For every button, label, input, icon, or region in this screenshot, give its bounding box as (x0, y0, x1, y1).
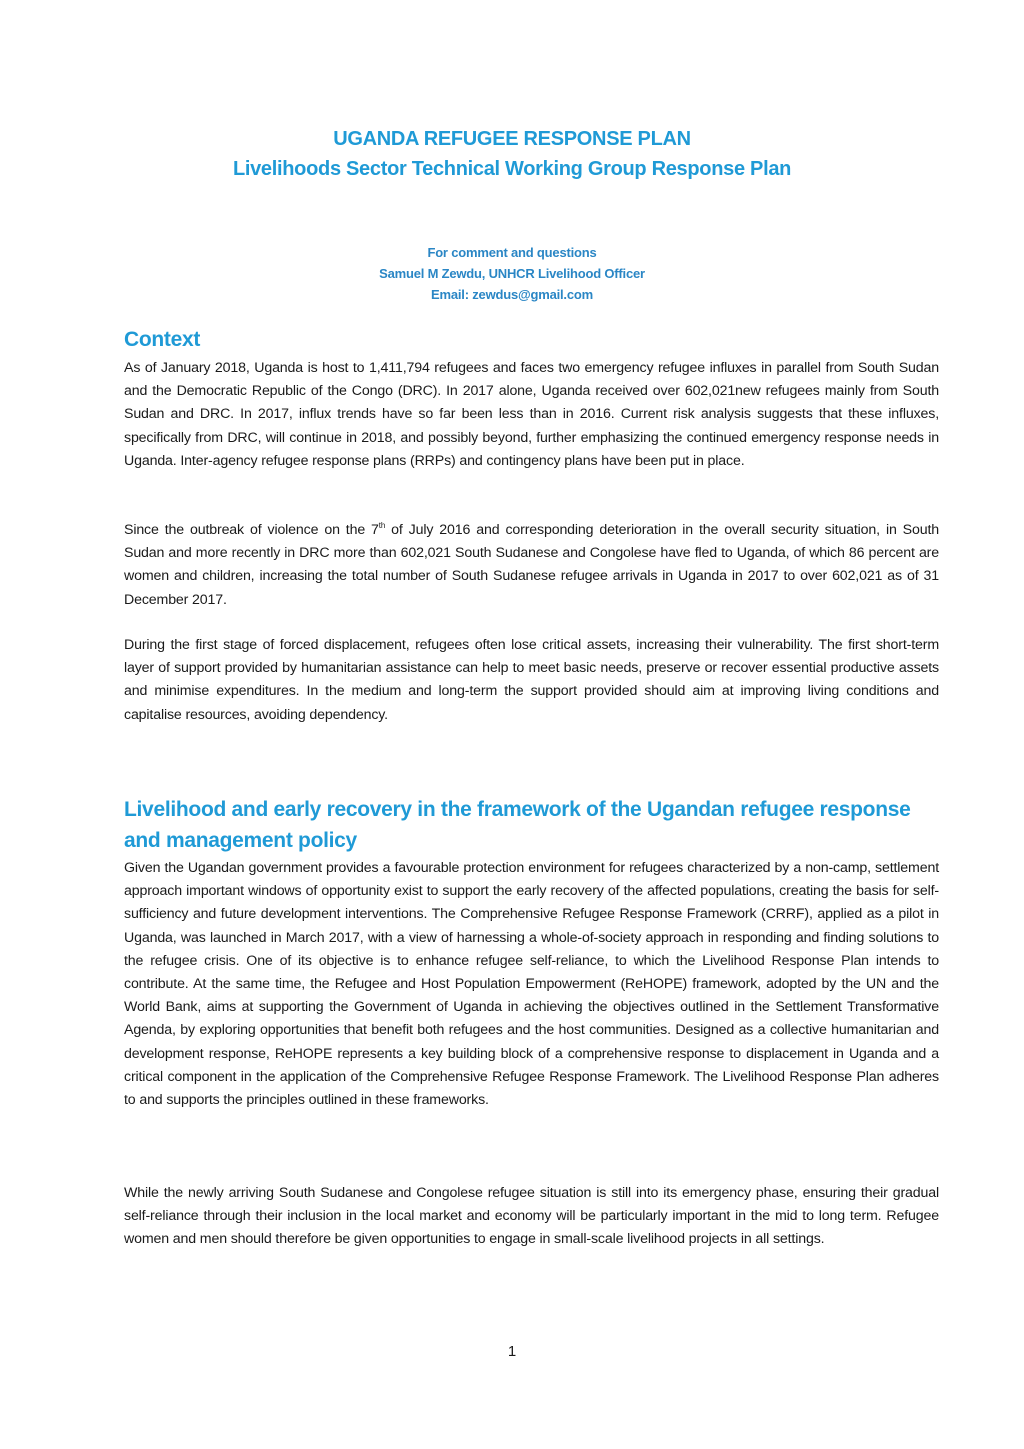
livelihood-paragraph-1: Given the Ugandan government provides a favourable protection environment for refugees characterized by a non-camp, settlement approach important windows of opportunity exist to support the early recovery of the affected populations, creating the basis for self-sufficiency and future development interventions. The Comprehensive Refugee Response Framework (CRRF), applied as a pilot in Uganda, was launched in March 2017, with a view of harnessing a whole-of-society approach in responding and finding solutions to the refugee crisis. One of its objective is to enhance refugee self-reliance, to which the Livelihood Response Plan intends to contribute. At the same time, the Refugee and Host Population Empowerment (ReHOPE) framework, adopted by the UN and the World Bank, aims at supporting the Government of Uganda in achieving the objectives outlined in the Settlement Transformative Agenda, by exploring opportunities that benefit both refugees and the host communities. Designed as a collective humanitarian and development response, ReHOPE represents a key building block of a comprehensive response to displacement in Uganda and a critical component in the application of the Comprehensive Refugee Response Framework. The Livelihood Response Plan adheres to and supports the principles outlined in these frameworks. (124, 860, 939, 1109)
document-title (0, 124, 1024, 184)
title-line-2: Livelihoods Sector Technical Working Group Response Plan (232, 158, 792, 180)
contact-line-1: For comment and questions (427, 245, 597, 260)
title-line-1: UGANDA REFUGEE RESPONSE PLAN (333, 128, 691, 150)
context-paragraph-3: During the first stage of forced displacement, refugees often lose critical assets, increasing their vulnerability. The first short-term layer of support provided by humanitarian assistance can help to meet basic needs, preserve or recover essential productive assets and minimise expenditures. In the medium and long-term the support provided should aim at improving living conditions and capitalise resources, avoiding dependency. (124, 637, 939, 723)
livelihood-heading-line-2: and management policy (124, 829, 357, 852)
page-number: 1 (507, 1343, 517, 1360)
livelihood-paragraph-2: While the newly arriving South Sudanese and Congolese refugee situation is still into its emergency phase, ensuring their gradual self-reliance through their inclusion in the local market and economy will be particularly important in the mid to long term. Refugee women and men should therefore be given opportunities to engage in small-scale livelihood projects in all settings. (124, 1185, 939, 1248)
contact-line-2: Samuel M Zewdu, UNHCR Livelihood Officer (379, 266, 645, 281)
superscript-th: th (378, 521, 386, 530)
context-paragraph-2-end: of July 2016 and corresponding deterioration in the overall security situation, in South Sudan and more recently in DRC more than 602,021 South Sudanese and Congolese have fled to Uganda, of which 86 percent are women and children, increasing the total number of South Sudanese refugee arrivals in Uganda in 2017 to over 602,021 as of 31 December 2017. (124, 522, 939, 608)
context-paragraph-1: As of January 2018, Uganda is host to 1,411,794 refugees and faces two emergency refugee influxes in parallel from South Sudan and the Democratic Republic of the Congo (DRC). In 2017 alone, Uganda received over 602,021new refugees mainly from South Sudan and DRC. In 2017, influx trends have so far been less than in 2016. Current risk analysis suggests that these influxes, specifically from DRC, will continue in 2018, and possibly beyond, further emphasizing the continued emergency response needs in Uganda. Inter-agency refugee response plans (RRPs) and contingency plans have been put in place. (124, 360, 939, 469)
contact-email: Email: zewdus@gmail.com (431, 287, 593, 302)
livelihood-heading (124, 794, 911, 856)
livelihood-heading-line-1: Livelihood and early recovery in the framework of the Ugandan refugee response (124, 798, 911, 821)
contact-block (0, 242, 1024, 305)
context-heading: Context (124, 328, 201, 351)
context-paragraph-2-start: Since the outbreak of violence on the 7 (124, 522, 379, 538)
context-paragraph-2 (124, 519, 939, 612)
